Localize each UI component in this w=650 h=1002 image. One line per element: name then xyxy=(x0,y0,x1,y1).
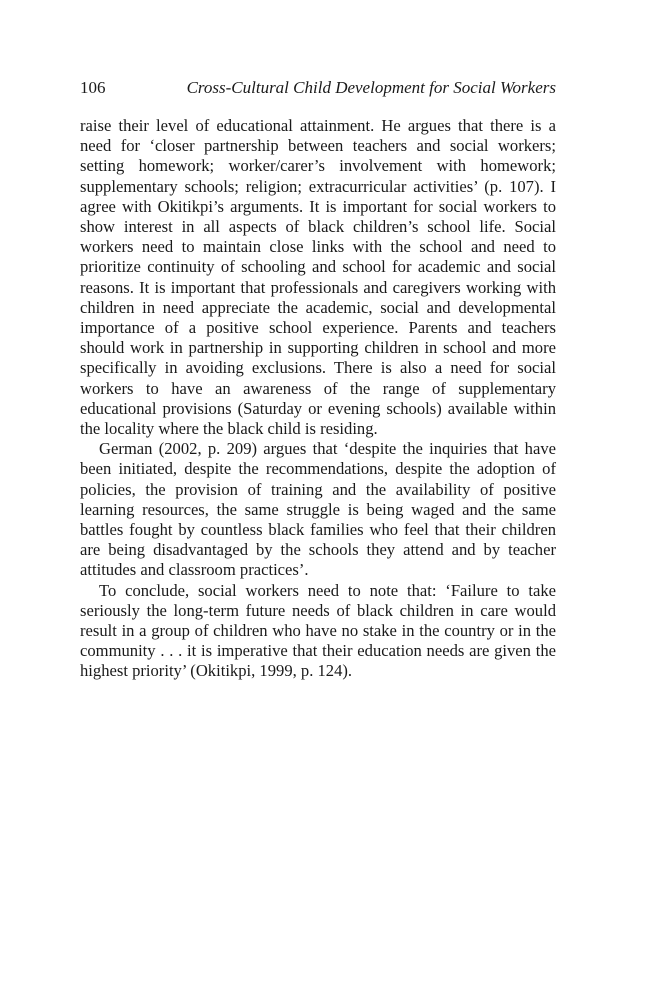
book-page xyxy=(80,76,556,682)
paragraph-2: German (2002, p. 209) argues that ‘despite the inquiries that have been initiated, despite the recommendations, despite the adoption of policies, the provision of training and the availability of positive learning resources, the same struggle is being waged and the same battles fought by countless black families who feel that their children are being disadvantaged by the schools they attend and by teacher attitudes and classroom practices’. xyxy=(80,439,556,580)
page-number: 106 xyxy=(80,78,106,97)
running-title: Cross-Cultural Child Development for Social Workers xyxy=(186,78,556,97)
body-text xyxy=(80,116,556,682)
paragraph-3: To conclude, social workers need to note that: ‘Failure to take seriously the long-term future needs of black children in care would result in a group of children who have no stake in the country or in the community . . . it is imperative that their education needs are given the highest priority’ (Okitikpi, 1999, p. 124). xyxy=(80,580,556,681)
paragraph-1: raise their level of educational attainment. He argues that there is a need for ‘closer partnership between teachers and social workers; setting homework; worker/carer’s involvement with homework; supplementary schools; religion; extracurricular activities’ (p. 107). I agree with Okitikpi’s arguments. It is important for social workers to show interest in all aspects of black children’s school life. Social workers need to maintain close links with the school and need to prioritize continuity of schooling and school for academic and social reasons. It is important that professionals and caregivers working with children in need appreciate the academic, social and developmental importance of a positive school experience. Parents and teachers should work in partnership in supporting children in school and more specifically in avoiding exclusions. There is also a need for social workers to have an awareness of the range of supplementary educational provisions (Saturday or evening schools) available within the locality where the black child is residing. xyxy=(80,116,556,439)
running-header xyxy=(80,76,556,100)
